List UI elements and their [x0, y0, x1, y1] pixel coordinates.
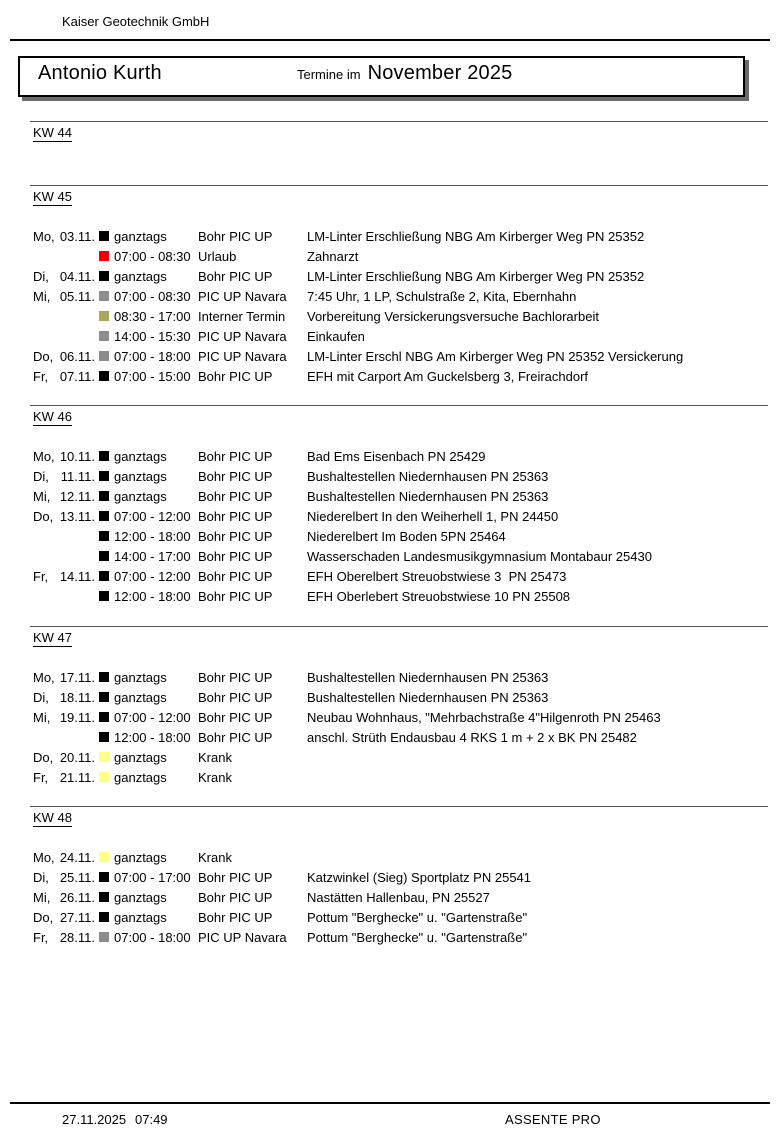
entry-type: Bohr PIC UP	[198, 528, 273, 544]
entry-type: Urlaub	[198, 248, 237, 264]
entry-dow: Do,	[33, 909, 54, 925]
entry-type: Krank	[198, 769, 232, 785]
entry-time: 14:00 - 15:30	[114, 328, 191, 344]
entry-type: Bohr PIC UP	[198, 669, 273, 685]
entry-dow: Fr,	[33, 368, 49, 384]
entry-type: Krank	[198, 749, 232, 765]
entry-time: 07:00 - 12:00	[114, 709, 191, 725]
entry-desc: Katzwinkel (Sieg) Sportplatz PN 25541	[307, 869, 532, 885]
category-color-square	[99, 912, 109, 922]
appointment-row	[0, 847, 780, 867]
category-color-square	[99, 351, 109, 361]
entry-time: 07:00 - 12:00	[114, 508, 191, 524]
entry-dow: Mo,	[33, 448, 55, 464]
entry-day-cell	[33, 770, 95, 785]
category-color-square	[99, 291, 109, 301]
entry-day-cell	[33, 870, 95, 885]
entry-desc: LM-Linter Erschließung NBG Am Kirberger Weg PN 25352	[307, 268, 645, 284]
entry-type: Bohr PIC UP	[198, 488, 273, 504]
entry-date: 11.11.	[60, 468, 95, 484]
entry-type: PIC UP Navara	[198, 929, 287, 945]
entry-day-cell	[33, 910, 95, 925]
entry-date: 27.11.	[59, 909, 95, 925]
entry-date: 24.11.	[59, 849, 95, 865]
entry-type: Bohr PIC UP	[198, 689, 273, 705]
entry-desc: EFH Oberelbert Streuobstwiese 3 PN 25473	[307, 568, 567, 584]
entry-time: 12:00 - 18:00	[114, 729, 191, 745]
entry-dow: Mi,	[33, 889, 51, 905]
appointment-row	[0, 346, 780, 366]
appointment-row	[0, 246, 780, 266]
week-rows	[0, 847, 780, 947]
entry-type: Bohr PIC UP	[198, 909, 273, 925]
week-section-rule	[30, 121, 768, 122]
appointment-row	[0, 546, 780, 566]
week-label: KW 45	[33, 189, 73, 204]
week-rows	[0, 446, 780, 606]
entry-desc: Niederelbert In den Weiherhell 1, PN 24450	[307, 508, 559, 524]
entry-time: ganztags	[114, 849, 167, 865]
category-color-square	[99, 491, 109, 501]
entry-type: Bohr PIC UP	[198, 568, 273, 584]
entry-date: 21.11.	[59, 769, 95, 785]
entry-type: Krank	[198, 849, 232, 865]
entry-time: ganztags	[114, 228, 167, 244]
entry-desc: Nastätten Hallenbau, PN 25527	[307, 889, 490, 905]
entry-dow: Fr,	[33, 568, 49, 584]
entry-day-cell	[33, 349, 95, 364]
entry-type: Bohr PIC UP	[198, 588, 273, 604]
category-color-square	[99, 852, 109, 862]
entry-day-cell	[33, 750, 95, 765]
entry-time: 12:00 - 18:00	[114, 528, 191, 544]
footer-print-time: 07:49	[135, 1112, 168, 1127]
appointment-row	[0, 767, 780, 787]
category-color-square	[99, 271, 109, 281]
entry-desc: Niederelbert Im Boden 5PN 25464	[307, 528, 506, 544]
entry-time: 07:00 - 17:00	[114, 869, 191, 885]
entry-desc: Neubau Wohnhaus, "Mehrbachstraße 4"Hilgenroth PN 25463	[307, 709, 661, 725]
entry-time: 12:00 - 18:00	[114, 588, 191, 604]
entry-day-cell	[33, 569, 95, 584]
category-color-square	[99, 251, 109, 261]
entry-type: Bohr PIC UP	[198, 368, 273, 384]
entry-desc: Bushaltestellen Niedernhausen PN 25363	[307, 468, 549, 484]
entry-desc: Pottum "Berghecke" u. "Gartenstraße"	[307, 909, 528, 925]
entry-desc: LM-Linter Erschließung NBG Am Kirberger Weg PN 25352	[307, 228, 645, 244]
entry-time: 14:00 - 17:00	[114, 548, 191, 564]
entry-type: Bohr PIC UP	[198, 709, 273, 725]
entry-desc: Pottum "Berghecke" u. "Gartenstraße"	[307, 929, 528, 945]
appointment-row	[0, 506, 780, 526]
entry-dow: Mo,	[33, 849, 55, 865]
entry-dow: Mi,	[33, 709, 51, 725]
entry-dow: Fr,	[33, 769, 49, 785]
entry-day-cell	[33, 229, 95, 244]
entry-time: 07:00 - 08:30	[114, 248, 191, 264]
category-color-square	[99, 712, 109, 722]
entry-date: 25.11.	[59, 869, 95, 885]
entry-day-cell	[33, 489, 95, 504]
entry-desc: EFH Oberlebert Streuobstwiese 10 PN 25508	[307, 588, 571, 604]
title-month: November 2025	[367, 62, 513, 84]
entry-dow: Mi,	[33, 488, 51, 504]
appointment-row	[0, 887, 780, 907]
entry-time: ganztags	[114, 488, 167, 504]
entry-time: 07:00 - 18:00	[114, 929, 191, 945]
category-color-square	[99, 471, 109, 481]
entry-type: Bohr PIC UP	[198, 889, 273, 905]
entry-desc: Bushaltestellen Niedernhausen PN 25363	[307, 689, 549, 705]
appointment-row	[0, 727, 780, 747]
appointment-row	[0, 326, 780, 346]
title-prefix: Termine im	[297, 67, 361, 82]
entry-day-cell	[33, 690, 95, 705]
entry-day-cell	[33, 930, 95, 945]
entry-time: ganztags	[114, 468, 167, 484]
entry-dow: Do,	[33, 348, 54, 364]
entry-time: 07:00 - 08:30	[114, 288, 191, 304]
entry-dow: Mi,	[33, 288, 51, 304]
entry-date: 14.11.	[59, 568, 95, 584]
appointment-row	[0, 907, 780, 927]
category-color-square	[99, 531, 109, 541]
footer-app-name: ASSENTE PRO	[505, 1112, 601, 1127]
week-section-rule	[30, 626, 768, 627]
category-color-square	[99, 932, 109, 942]
entry-type: Interner Termin	[198, 308, 286, 324]
category-color-square	[99, 571, 109, 581]
category-color-square	[99, 511, 109, 521]
header-rule	[10, 39, 770, 41]
entry-date: 04.11.	[59, 268, 95, 284]
appointment-row	[0, 867, 780, 887]
entry-day-cell	[33, 469, 95, 484]
entry-time: 08:30 - 17:00	[114, 308, 191, 324]
appointment-row	[0, 446, 780, 466]
category-color-square	[99, 231, 109, 241]
category-color-square	[99, 892, 109, 902]
entry-date: 13.11.	[59, 508, 95, 524]
entry-day-cell	[33, 269, 95, 284]
entry-time: ganztags	[114, 909, 167, 925]
entry-type: Bohr PIC UP	[198, 869, 273, 885]
entry-type: Bohr PIC UP	[198, 729, 273, 745]
entry-desc: Zahnarzt	[307, 248, 359, 264]
category-color-square	[99, 591, 109, 601]
entry-date: 18.11.	[59, 689, 95, 705]
entry-time: ganztags	[114, 689, 167, 705]
entry-dow: Di,	[33, 869, 49, 885]
entry-time: ganztags	[114, 268, 167, 284]
entry-dow: Di,	[33, 268, 49, 284]
category-color-square	[99, 732, 109, 742]
entry-time: 07:00 - 18:00	[114, 348, 191, 364]
entry-dow: Mo,	[33, 669, 55, 685]
appointment-row	[0, 586, 780, 606]
appointment-row	[0, 707, 780, 727]
entry-dow: Di,	[33, 468, 49, 484]
week-rows	[0, 226, 780, 386]
title-box	[18, 56, 745, 97]
entry-date: 28.11.	[59, 929, 95, 945]
appointment-row	[0, 466, 780, 486]
entry-desc: LM-Linter Erschl NBG Am Kirberger Weg PN 25352 Versickerung	[307, 348, 684, 364]
entry-type: PIC UP Navara	[198, 328, 287, 344]
appointment-row	[0, 266, 780, 286]
appointment-row	[0, 226, 780, 246]
appointment-row	[0, 667, 780, 687]
entry-day-cell	[33, 289, 95, 304]
entry-time: 07:00 - 15:00	[114, 368, 191, 384]
week-label: KW 46	[33, 409, 73, 424]
entry-type: Bohr PIC UP	[198, 448, 273, 464]
entry-date: 10.11.	[59, 448, 95, 464]
entry-day-cell	[33, 850, 95, 865]
company-name: Kaiser Geotechnik GmbH	[62, 14, 210, 29]
entry-time: ganztags	[114, 749, 167, 765]
footer-rule	[10, 1102, 770, 1104]
appointment-row	[0, 687, 780, 707]
entry-time: 07:00 - 12:00	[114, 568, 191, 584]
footer-print-date: 27.11.2025	[62, 1112, 127, 1127]
entry-type: Bohr PIC UP	[198, 548, 273, 564]
entry-time: ganztags	[114, 889, 167, 905]
entry-type: Bohr PIC UP	[198, 268, 273, 284]
entry-day-cell	[33, 890, 95, 905]
category-color-square	[99, 311, 109, 321]
category-color-square	[99, 551, 109, 561]
entry-date: 20.11.	[59, 749, 95, 765]
appointment-row	[0, 486, 780, 506]
week-section-rule	[30, 806, 768, 807]
appointment-row	[0, 747, 780, 767]
entry-date: 26.11.	[59, 889, 95, 905]
category-color-square	[99, 752, 109, 762]
entry-desc: anschl. Strüth Endausbau 4 RKS 1 m + 2 x BK PN 25482	[307, 729, 637, 745]
entry-desc: Bushaltestellen Niedernhausen PN 25363	[307, 669, 549, 685]
entry-type: Bohr PIC UP	[198, 508, 273, 524]
entry-dow: Fr,	[33, 929, 49, 945]
entry-time: ganztags	[114, 448, 167, 464]
week-label: KW 47	[33, 630, 73, 645]
appointment-row	[0, 366, 780, 386]
week-section-rule	[30, 185, 768, 186]
week-label: KW 44	[33, 125, 73, 140]
entry-dow: Do,	[33, 508, 54, 524]
entry-date: 03.11.	[59, 228, 95, 244]
entry-time: ganztags	[114, 769, 167, 785]
category-color-square	[99, 692, 109, 702]
entry-desc: Wasserschaden Landesmusikgymnasium Montabaur 25430	[307, 548, 652, 564]
category-color-square	[99, 451, 109, 461]
category-color-square	[99, 772, 109, 782]
category-color-square	[99, 872, 109, 882]
appointment-row	[0, 306, 780, 326]
entry-type: PIC UP Navara	[198, 288, 287, 304]
entry-desc: Bad Ems Eisenbach PN 25429	[307, 448, 486, 464]
entry-day-cell	[33, 710, 95, 725]
entry-type: PIC UP Navara	[198, 348, 287, 364]
category-color-square	[99, 371, 109, 381]
entry-date: 07.11.	[59, 368, 95, 384]
entry-type: Bohr PIC UP	[198, 228, 273, 244]
entry-desc: Bushaltestellen Niedernhausen PN 25363	[307, 488, 549, 504]
entry-time: ganztags	[114, 669, 167, 685]
entry-date: 19.11.	[59, 709, 95, 725]
appointment-row	[0, 526, 780, 546]
entry-date: 17.11.	[59, 669, 95, 685]
entry-day-cell	[33, 509, 95, 524]
entry-day-cell	[33, 449, 95, 464]
appointment-row	[0, 286, 780, 306]
entry-type: Bohr PIC UP	[198, 468, 273, 484]
category-color-square	[99, 331, 109, 341]
entry-dow: Mo,	[33, 228, 55, 244]
person-name: Antonio Kurth	[38, 62, 162, 84]
category-color-square	[99, 672, 109, 682]
week-label: KW 48	[33, 810, 73, 825]
week-section-rule	[30, 405, 768, 406]
week-rows	[0, 667, 780, 787]
entry-day-cell	[33, 670, 95, 685]
entry-desc: 7:45 Uhr, 1 LP, Schulstraße 2, Kita, Ebernhahn	[307, 288, 577, 304]
entry-date: 06.11.	[59, 348, 95, 364]
appointment-row	[0, 566, 780, 586]
entry-desc: Vorbereitung Versickerungsversuche Bachlorarbeit	[307, 308, 599, 324]
entry-day-cell	[33, 369, 95, 384]
entry-dow: Do,	[33, 749, 54, 765]
entry-desc: EFH mit Carport Am Guckelsberg 3, Freirachdorf	[307, 368, 589, 384]
entry-date: 12.11.	[59, 488, 95, 504]
entry-desc: Einkaufen	[307, 328, 365, 344]
entry-dow: Di,	[33, 689, 49, 705]
appointment-row	[0, 927, 780, 947]
entry-date: 05.11.	[59, 288, 95, 304]
